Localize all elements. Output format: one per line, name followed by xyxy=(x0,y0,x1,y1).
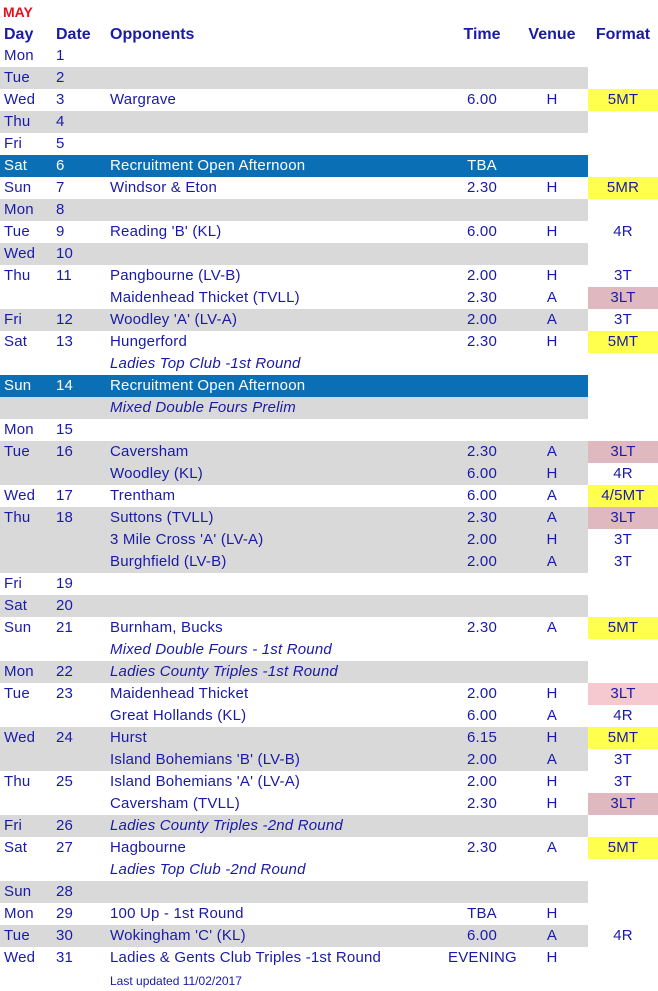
table-row xyxy=(0,353,658,375)
cell-date: 9 xyxy=(56,223,65,240)
cell-format: 3T xyxy=(614,751,632,768)
cell-date: 4 xyxy=(56,113,65,130)
cell-format: 4R xyxy=(613,223,633,240)
cell-time xyxy=(448,639,516,661)
cell-day: Wed xyxy=(4,91,36,108)
cell-time xyxy=(448,133,516,155)
cell-format: 5MT xyxy=(588,837,658,859)
table-row xyxy=(0,903,658,925)
header-time: Time xyxy=(463,26,501,43)
cell-venue xyxy=(522,67,582,89)
table-row xyxy=(0,815,658,837)
cell-venue xyxy=(522,639,582,661)
cell-time: 6.00 xyxy=(467,927,497,944)
cell-venue: H xyxy=(546,795,558,812)
table-row xyxy=(0,661,658,683)
cell-time: 2.00 xyxy=(467,553,497,570)
cell-time xyxy=(448,815,516,837)
cell-date: 1 xyxy=(56,47,65,64)
cell-date: 6 xyxy=(56,157,65,174)
cell-venue: A xyxy=(546,619,558,636)
cell-format: 4R xyxy=(613,707,633,724)
cell-day: Mon xyxy=(4,201,34,218)
cell-venue: H xyxy=(546,333,558,350)
cell-format xyxy=(588,199,658,221)
cell-format xyxy=(588,397,658,419)
cell-opponent: Wokingham 'C' (KL) xyxy=(110,927,246,944)
cell-format: 5MR xyxy=(588,177,658,199)
table-row xyxy=(0,617,658,639)
table-row xyxy=(0,133,658,155)
cell-opponent: Ladies & Gents Club Triples -1st Round xyxy=(110,949,382,966)
cell-day: Fri xyxy=(4,575,23,592)
cell-format: 5MT xyxy=(588,617,658,639)
cell-opponent: Ladies County Triples -1st Round xyxy=(110,663,338,680)
cell-day: Fri xyxy=(4,311,23,328)
cell-date: 3 xyxy=(56,91,65,108)
cell-day: Sat xyxy=(4,157,28,174)
table-row xyxy=(0,111,658,133)
cell-venue xyxy=(522,881,582,903)
cell-venue xyxy=(522,661,582,683)
table-row xyxy=(0,705,658,727)
cell-format: 3LT xyxy=(588,441,658,463)
table-row xyxy=(0,485,658,507)
cell-venue: H xyxy=(546,179,558,196)
cell-day: Sun xyxy=(4,179,32,196)
cell-date: 20 xyxy=(56,597,74,614)
cell-format xyxy=(588,661,658,683)
cell-day: Fri xyxy=(4,817,23,834)
cell-time xyxy=(448,45,516,67)
cell-format xyxy=(588,595,658,617)
month-title: MAY xyxy=(3,4,33,20)
cell-opponent: Great Hollands (KL) xyxy=(110,707,247,724)
cell-format xyxy=(588,133,658,155)
cell-date: 22 xyxy=(56,663,74,680)
cell-venue: A xyxy=(546,311,558,328)
cell-time xyxy=(448,419,516,441)
cell-opponent: Woodley 'A' (LV-A) xyxy=(110,311,238,328)
cell-format: 3T xyxy=(614,553,632,570)
cell-day: Sun xyxy=(4,883,32,900)
cell-opponent: Windsor & Eton xyxy=(110,179,218,196)
table-row xyxy=(0,331,658,353)
cell-venue xyxy=(522,199,582,221)
cell-time xyxy=(448,573,516,595)
cell-format: 3LT xyxy=(588,287,658,309)
cell-time: 2.30 xyxy=(467,619,497,636)
cell-venue xyxy=(522,595,582,617)
cell-opponent: Maidenhead Thicket xyxy=(110,685,249,702)
cell-day: Sat xyxy=(4,839,28,856)
table-row xyxy=(0,287,658,309)
cell-time: 2.00 xyxy=(467,311,497,328)
cell-opponent: Island Bohemians 'A' (LV-A) xyxy=(110,773,301,790)
cell-day: Thu xyxy=(4,267,31,284)
cell-time: 6.00 xyxy=(467,707,497,724)
cell-venue: A xyxy=(546,289,558,306)
table-row xyxy=(0,67,658,89)
table-row xyxy=(0,793,658,815)
cell-opponent: Island Bohemians 'B' (LV-B) xyxy=(110,751,301,768)
cell-day: Wed xyxy=(4,487,36,504)
cell-date: 30 xyxy=(56,927,74,944)
cell-venue xyxy=(522,419,582,441)
table-row xyxy=(0,683,658,705)
cell-venue: A xyxy=(546,509,558,526)
cell-format xyxy=(588,859,658,881)
cell-format xyxy=(588,155,658,177)
cell-format xyxy=(588,111,658,133)
cell-time: 2.30 xyxy=(467,795,497,812)
table-row xyxy=(0,639,658,661)
table-row xyxy=(0,199,658,221)
cell-day: Thu xyxy=(4,509,31,526)
table-row xyxy=(0,507,658,529)
cell-day: Wed xyxy=(4,245,36,262)
table-row xyxy=(0,89,658,111)
cell-day: Mon xyxy=(4,663,34,680)
cell-opponent: Mixed Double Fours Prelim xyxy=(110,399,296,416)
cell-venue xyxy=(522,859,582,881)
cell-venue xyxy=(522,111,582,133)
cell-date: 27 xyxy=(56,839,74,856)
cell-opponent: Maidenhead Thicket (TVLL) xyxy=(110,289,300,306)
cell-format xyxy=(588,639,658,661)
cell-format: 3T xyxy=(614,267,632,284)
cell-opponent: Burnham, Bucks xyxy=(110,619,223,636)
cell-time xyxy=(448,353,516,375)
cell-format xyxy=(588,903,658,925)
cell-date: 10 xyxy=(56,245,74,262)
cell-time xyxy=(448,111,516,133)
cell-day: Tue xyxy=(4,223,30,240)
cell-time xyxy=(448,397,516,419)
cell-venue xyxy=(522,45,582,67)
cell-day: Mon xyxy=(4,421,34,438)
cell-day: Tue xyxy=(4,685,30,702)
cell-opponent: Hagbourne xyxy=(110,839,187,856)
cell-opponent: Pangbourne (LV-B) xyxy=(110,267,241,284)
cell-date: 19 xyxy=(56,575,74,592)
cell-time: 2.30 xyxy=(467,443,497,460)
cell-time xyxy=(448,67,516,89)
cell-day: Thu xyxy=(4,773,31,790)
cell-venue xyxy=(522,155,582,177)
table-row xyxy=(0,265,658,287)
cell-date: 23 xyxy=(56,685,74,702)
cell-time: 2.00 xyxy=(467,685,497,702)
table-row xyxy=(0,177,658,199)
cell-format xyxy=(588,45,658,67)
cell-opponent: Ladies Top Club -1st Round xyxy=(110,355,301,372)
cell-format: 4R xyxy=(613,927,633,944)
table-row xyxy=(0,441,658,463)
cell-time xyxy=(448,881,516,903)
cell-day: Wed xyxy=(4,729,36,746)
header-venue: Venue xyxy=(528,26,576,43)
cell-opponent: Hurst xyxy=(110,729,147,746)
cell-date: 7 xyxy=(56,179,65,196)
cell-format xyxy=(588,67,658,89)
cell-date: 31 xyxy=(56,949,74,966)
cell-format xyxy=(588,573,658,595)
cell-format: 3T xyxy=(614,531,632,548)
cell-venue: A xyxy=(546,707,558,724)
cell-time: TBA xyxy=(467,157,497,174)
cell-opponent: 100 Up - 1st Round xyxy=(110,905,244,922)
cell-opponent: Ladies Top Club -2nd Round xyxy=(110,861,306,878)
cell-time: 6.00 xyxy=(467,91,497,108)
cell-time: 6.15 xyxy=(467,729,497,746)
table-row xyxy=(0,859,658,881)
table-row xyxy=(0,749,658,771)
cell-venue: H xyxy=(546,905,558,922)
cell-opponent: Reading 'B' (KL) xyxy=(110,223,222,240)
cell-date: 28 xyxy=(56,883,74,900)
cell-day: Mon xyxy=(4,47,34,64)
table-row xyxy=(0,881,658,903)
cell-opponent: Caversham (TVLL) xyxy=(110,795,240,812)
table-row xyxy=(0,309,658,331)
cell-opponent: Burghfield (LV-B) xyxy=(110,553,227,570)
cell-opponent: 3 Mile Cross 'A' (LV-A) xyxy=(110,531,264,548)
cell-day: Sun xyxy=(4,619,32,636)
header-format: Format xyxy=(595,26,651,43)
cell-venue: H xyxy=(546,91,558,108)
cell-date: 17 xyxy=(56,487,74,504)
cell-venue xyxy=(522,573,582,595)
cell-format xyxy=(588,375,658,397)
cell-date: 16 xyxy=(56,443,74,460)
cell-date: 25 xyxy=(56,773,74,790)
cell-date: 5 xyxy=(56,135,65,152)
cell-format: 3LT xyxy=(588,793,658,815)
cell-venue xyxy=(522,133,582,155)
cell-venue: H xyxy=(546,531,558,548)
cell-day: Sat xyxy=(4,597,28,614)
cell-time: 2.30 xyxy=(467,839,497,856)
table-row xyxy=(0,551,658,573)
cell-venue: A xyxy=(546,839,558,856)
table-row xyxy=(0,397,658,419)
cell-day: Tue xyxy=(4,69,30,86)
cell-time xyxy=(448,595,516,617)
cell-time: 2.30 xyxy=(467,179,497,196)
table-row xyxy=(0,727,658,749)
cell-time: 2.00 xyxy=(467,531,497,548)
cell-opponent: Ladies County Triples -2nd Round xyxy=(110,817,343,834)
cell-date: 15 xyxy=(56,421,74,438)
cell-venue: A xyxy=(546,751,558,768)
table-row xyxy=(0,375,658,397)
cell-time xyxy=(448,375,516,397)
cell-date: 2 xyxy=(56,69,65,86)
cell-venue: H xyxy=(546,223,558,240)
cell-venue: A xyxy=(546,927,558,944)
cell-venue: H xyxy=(546,267,558,284)
table-row xyxy=(0,529,658,551)
table-row xyxy=(0,155,658,177)
cell-opponent: Recruitment Open Afternoon xyxy=(110,157,306,174)
table-row xyxy=(0,573,658,595)
cell-format xyxy=(588,419,658,441)
table-row xyxy=(0,221,658,243)
cell-format xyxy=(588,815,658,837)
cell-date: 21 xyxy=(56,619,74,636)
cell-opponent: Trentham xyxy=(110,487,176,504)
cell-day: Tue xyxy=(4,443,30,460)
table-row xyxy=(0,925,658,947)
cell-opponent: Hungerford xyxy=(110,333,188,350)
cell-format: 5MT xyxy=(588,89,658,111)
cell-opponent: Recruitment Open Afternoon xyxy=(110,377,306,394)
table-row xyxy=(0,947,658,969)
cell-opponent: Suttons (TVLL) xyxy=(110,509,214,526)
header-opponents: Opponents xyxy=(110,26,195,43)
cell-day: Fri xyxy=(4,135,23,152)
cell-day: Sun xyxy=(4,377,32,394)
cell-venue: H xyxy=(546,773,558,790)
cell-date: 11 xyxy=(56,267,72,284)
cell-time: 2.00 xyxy=(467,773,497,790)
table-row xyxy=(0,771,658,793)
cell-format xyxy=(588,353,658,375)
cell-time: 2.30 xyxy=(467,509,497,526)
cell-opponent: Mixed Double Fours - 1st Round xyxy=(110,641,332,658)
cell-venue: A xyxy=(546,487,558,504)
header-row xyxy=(0,24,658,46)
table-row xyxy=(0,837,658,859)
cell-time: TBA xyxy=(467,905,497,922)
cell-venue: H xyxy=(546,685,558,702)
cell-venue: A xyxy=(546,443,558,460)
cell-date: 24 xyxy=(56,729,74,746)
cell-time: 2.30 xyxy=(467,289,497,306)
cell-time xyxy=(448,859,516,881)
cell-format: 3T xyxy=(614,311,632,328)
cell-venue: H xyxy=(546,465,558,482)
cell-venue: H xyxy=(546,729,558,746)
cell-format xyxy=(588,881,658,903)
cell-time: 6.00 xyxy=(467,465,497,482)
cell-venue xyxy=(522,397,582,419)
cell-day: Tue xyxy=(4,927,30,944)
cell-time xyxy=(448,199,516,221)
cell-time: 2.00 xyxy=(467,267,497,284)
cell-venue: A xyxy=(546,553,558,570)
cell-venue xyxy=(522,375,582,397)
cell-date: 18 xyxy=(56,509,74,526)
cell-date: 8 xyxy=(56,201,65,218)
cell-format: 3LT xyxy=(588,507,658,529)
cell-day: Wed xyxy=(4,949,36,966)
cell-venue: H xyxy=(546,949,558,966)
cell-date: 13 xyxy=(56,333,74,350)
cell-format: 3T xyxy=(614,773,632,790)
cell-format xyxy=(588,947,658,969)
cell-day: Sat xyxy=(4,333,28,350)
cell-format: 4/5MT xyxy=(588,485,658,507)
table-row xyxy=(0,243,658,265)
table-row xyxy=(0,595,658,617)
table-row xyxy=(0,45,658,67)
cell-format: 4R xyxy=(613,465,633,482)
header-day: Day xyxy=(4,26,34,43)
cell-day: Mon xyxy=(4,905,34,922)
cell-venue xyxy=(522,353,582,375)
cell-time: 6.00 xyxy=(467,223,497,240)
cell-time xyxy=(448,243,516,265)
cell-date: 12 xyxy=(56,311,74,328)
cell-format: 5MT xyxy=(588,727,658,749)
last-updated: Last updated 11/02/2017 xyxy=(110,974,242,988)
cell-format: 3LT xyxy=(588,683,658,705)
cell-day: Thu xyxy=(4,113,31,130)
cell-time: 2.00 xyxy=(467,751,497,768)
cell-time xyxy=(448,661,516,683)
table-row xyxy=(0,463,658,485)
cell-time: 2.30 xyxy=(467,333,497,350)
cell-venue xyxy=(522,815,582,837)
cell-format xyxy=(588,243,658,265)
cell-time: EVENING xyxy=(448,949,517,966)
header-date: Date xyxy=(56,26,91,43)
cell-opponent: Woodley (KL) xyxy=(110,465,203,482)
cell-venue xyxy=(522,243,582,265)
cell-opponent: Caversham xyxy=(110,443,189,460)
cell-format: 5MT xyxy=(588,331,658,353)
cell-date: 29 xyxy=(56,905,74,922)
cell-date: 14 xyxy=(56,377,74,394)
cell-opponent: Wargrave xyxy=(110,91,177,108)
cell-time: 6.00 xyxy=(467,487,497,504)
cell-date: 26 xyxy=(56,817,74,834)
table-row xyxy=(0,419,658,441)
